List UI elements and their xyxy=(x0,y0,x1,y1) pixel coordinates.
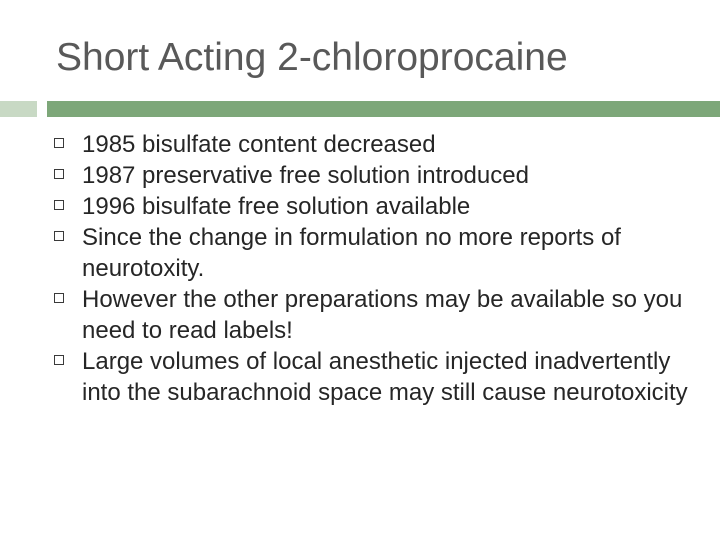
bullet-item xyxy=(0,346,720,408)
bullet-item xyxy=(0,129,720,160)
hollow-square-bullet-icon xyxy=(54,231,64,241)
title-underline-accent-left xyxy=(0,101,37,117)
hollow-square-bullet-icon xyxy=(54,138,64,148)
bullet-text: 1985 bisulfate content decreased xyxy=(82,131,436,158)
title-underline-accent xyxy=(47,101,720,117)
bullet-item xyxy=(0,191,720,222)
hollow-square-bullet-icon xyxy=(54,200,64,210)
hollow-square-bullet-icon xyxy=(54,293,64,303)
bullet-text: Since the change in formulation no more reports of neurotoxity. xyxy=(82,224,621,282)
hollow-square-bullet-icon xyxy=(54,355,64,365)
bullet-item xyxy=(0,222,720,284)
bullet-item xyxy=(0,160,720,191)
hollow-square-bullet-icon xyxy=(54,169,64,179)
bullet-text: Large volumes of local anesthetic injected inadvertently into the subarachnoid space may still cause neurotoxicity xyxy=(82,348,688,406)
bullet-text: 1987 preservative free solution introduced xyxy=(82,162,529,189)
bullet-text: 1996 bisulfate free solution available xyxy=(82,193,471,220)
bullet-item xyxy=(0,284,720,346)
bullet-text: However the other preparations may be available so you need to read labels! xyxy=(82,286,683,344)
slide-title: Short Acting 2-chloroprocaine xyxy=(56,36,568,79)
bullet-list xyxy=(0,129,720,408)
